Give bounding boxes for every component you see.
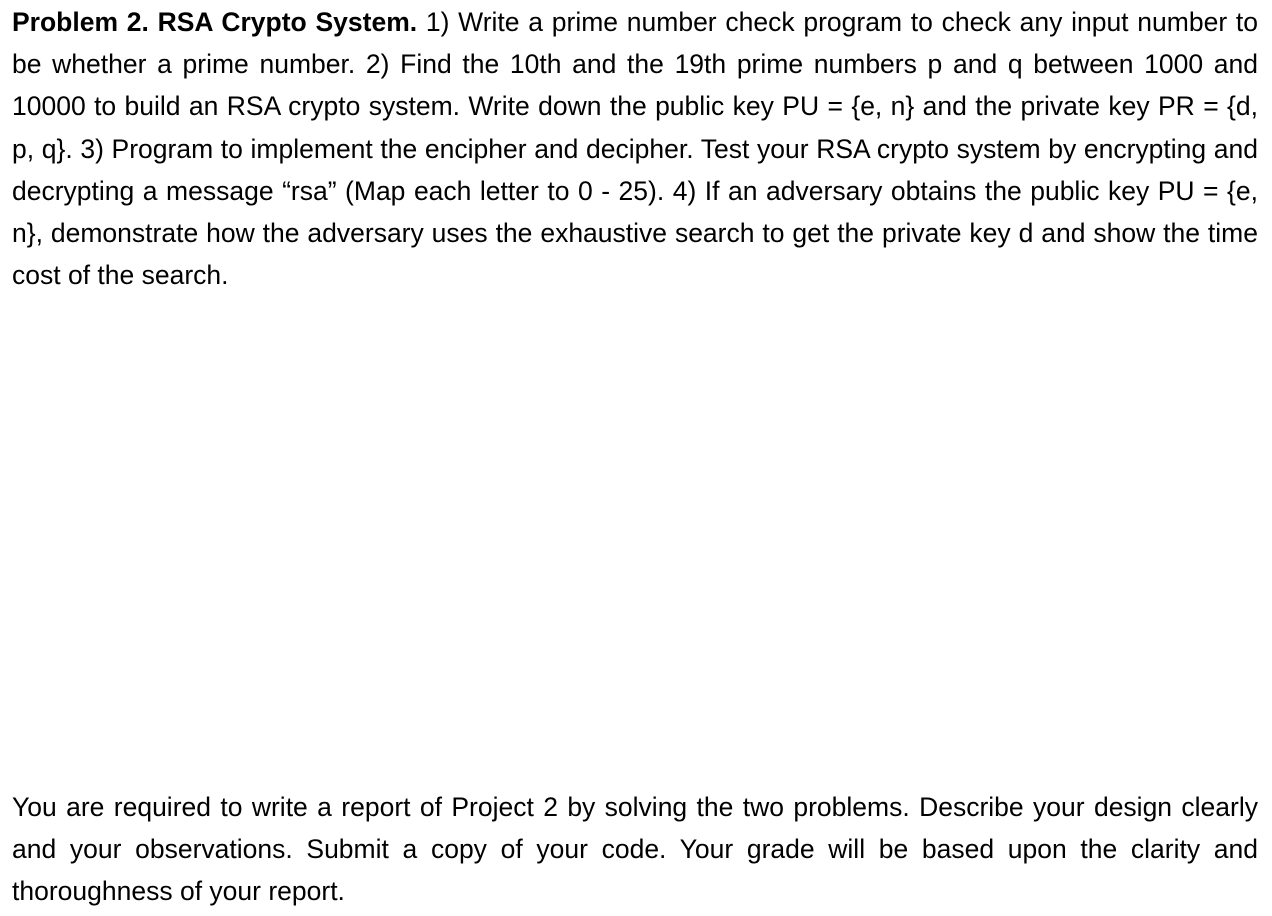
report-instructions-paragraph <box>12 786 1258 913</box>
report-text: You are required to write a report of Project 2 by solving the two problems. Describe your design clearly and your observations. Submit a copy of your code. Your grade will be based upon the clarity and thoroughness of your report. <box>12 792 1258 907</box>
problem-body: 1) Write a prime number check program to check any input number to be whether a prime number. 2) Find the 10th and the 19th prime numbers p and q between 1000 and 10000 to build an RSA crypto system. Write down the public key PU = {e, n} and the private key PR = {d, p, q}. 3) Program to implement the encipher and decipher. Test your RSA crypto system by encrypting and decrypting a message “rsa” (Map each letter to 0 - 25). 4) If an adversary obtains the public key PU = {e, n}, demonstrate how the adversary uses the exhaustive search to get the private key d and show the time cost of the search. <box>12 7 1258 291</box>
problem-heading: Problem 2. RSA Crypto System. <box>12 7 418 37</box>
problem-2-paragraph <box>12 1 1258 296</box>
